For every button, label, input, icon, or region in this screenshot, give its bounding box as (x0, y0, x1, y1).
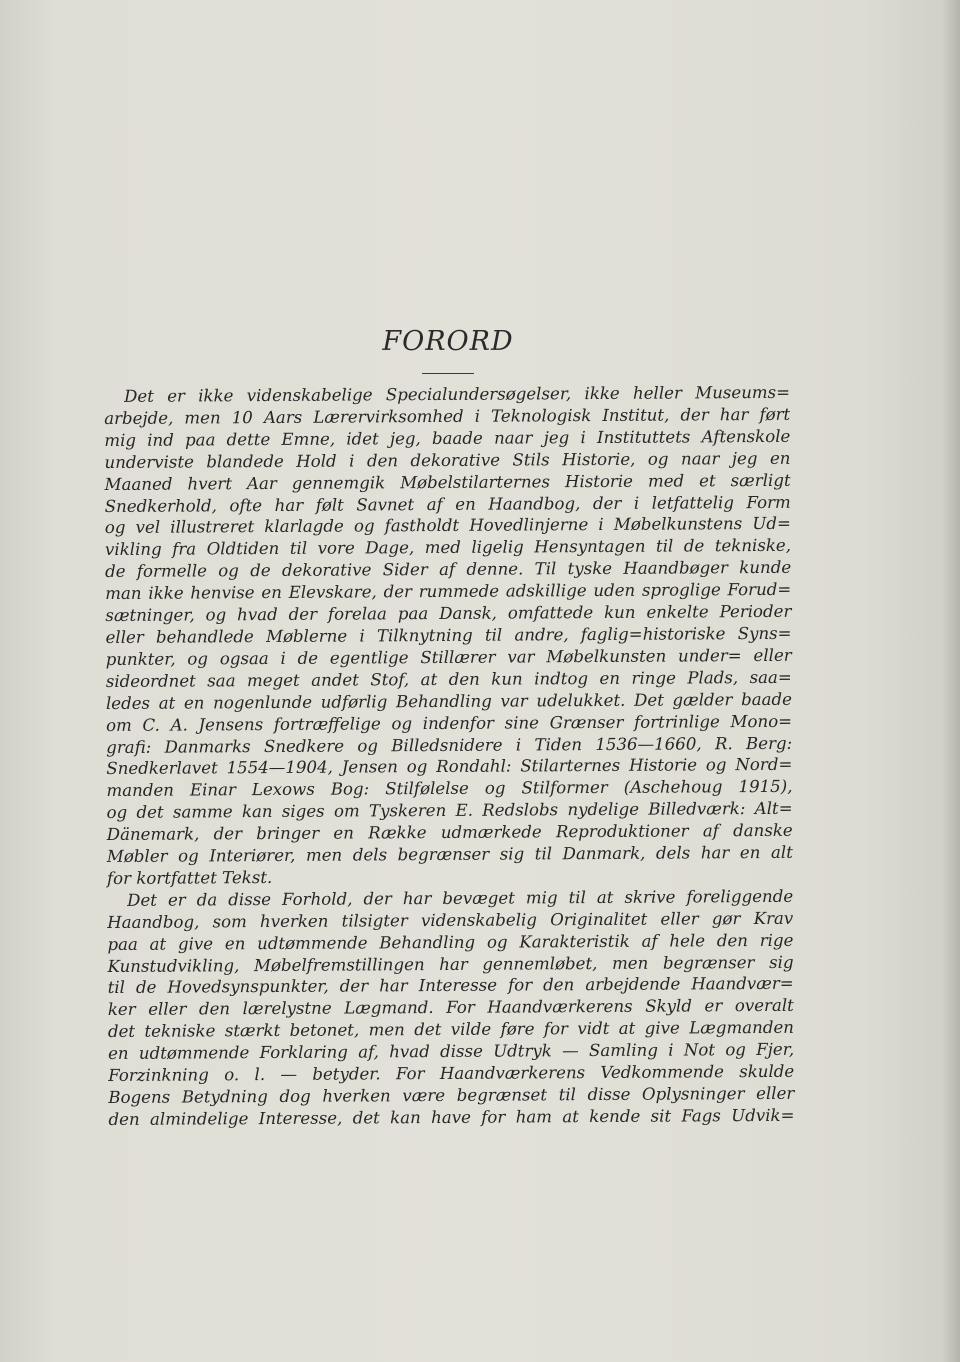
text-line: underviste blandede Hold i den dekorative Stils Historie, og naar jeg en (104, 448, 791, 472)
text-line: Bogens Betydning dog hverken være begrænset til disse Oplysninger eller (108, 1083, 795, 1107)
text-line: Snedkerlavet 1554—1904, Jensen og Rondahl: Stilarternes Historie og Nord= (106, 755, 793, 779)
text-line: Snedkerhold, ofte har følt Savnet af en Haandbog, der i letfattelig Form (104, 492, 791, 516)
text-line: Dänemark, der bringer en Række udmærkede Reproduktioner af danske (106, 820, 793, 845)
text-line: vikling fra Oldtiden til vore Dage, med ligelig Hensyntagen til de tekniske, (104, 536, 792, 560)
text-line: ker eller den lærelystne Lægmand. For Haandværkerens Skyld er overalt (107, 996, 794, 1020)
text-line: paa at give en udtømmende Behandling og Karakteristik af hele den rige (107, 930, 794, 954)
text-line: Møbler og Interiører, men dels begrænser sig til Danmark, dels har en alt (106, 842, 793, 867)
text-line: de formelle og de dekorative Sider af denne. Til tyske Haandbøger kunde (105, 558, 792, 582)
text-line: om C. A. Jensens fortræffelige og indenfor sine Grænser fortrinlige Mono= (106, 711, 793, 735)
text-line: Haandbog, som hverken tilsigter videnskabelig Originalitet eller gør Krav (107, 908, 794, 932)
text-line: til de Hovedsynspunkter, der har Interesse for den arbejdende Haandvær= (107, 974, 794, 998)
text-line: en udtømmende Forklaring af, hvad disse Udtryk — Samling i Not og Fjer, (108, 1039, 795, 1064)
text-line: man ikke henvise en Elevskare, der rummede adskillige uden sproglige Forud= (105, 579, 792, 604)
text-line: mig ind paa dette Emne, idet jeg, baade naar jeg i Instituttets Aftenskole (104, 426, 791, 450)
text-line: eller behandlede Møblerne i Tilknytning til andre, faglig=historiske Syns= (105, 623, 792, 647)
body-text (104, 382, 795, 1131)
text-line: manden Einar Lexows Bog: Stilfølelse og Stilformer (Aschehoug 1915), (106, 777, 793, 801)
text-line: arbejde, men 10 Aars Lærervirksomhed i Teknologisk Institut, der har ført (104, 404, 791, 428)
text-line: grafi: Danmarks Snedkere og Billedsnidere i Tiden 1536—1660, R. Berg: (106, 733, 793, 757)
text-line: punkter, og ogsaa i de egentlige Stillærer var Møbelkunsten under= eller (105, 645, 792, 669)
page-title: FORORD (382, 326, 514, 357)
text-line: det tekniske stærkt betonet, men det vilde føre for vidt at give Lægmanden (107, 1018, 794, 1042)
text-line: Kunstudvikling, Møbelfremstillingen har gennemløbet, men begrænser sig (107, 952, 794, 976)
text-line: Det er da disse Forhold, der har bevæget mig til at skrive foreliggende (127, 886, 794, 910)
text-line: sideordnet saa meget andet Stof, at den kun indtog en ringe Plads, saa= (105, 667, 792, 691)
page-edge-shadow (942, 0, 960, 1362)
text-line: Maaned hvert Aar gennemgik Møbelstilarternes Historie med et særligt (104, 470, 791, 494)
text-line: og vel illustreret klarlagde og fastholdt Hovedlinjerne i Møbelkunstens Ud= (104, 514, 791, 538)
text-line: Forzinkning o. l. — betyder. For Haandværkerens Vedkommende skulde (108, 1061, 795, 1086)
title-rule (422, 373, 474, 374)
text-line: ledes at en nogenlunde udførlig Behandling var udelukket. Det gælder baade (105, 689, 792, 713)
text-line: Det er ikke videnskabelige Specialundersøgelser, ikke heller Museums= (124, 382, 791, 406)
text-line: for kortfattet Tekst. (106, 867, 273, 888)
text-line: og det samme kan siges om Tyskeren E. Redslobs nydelige Billedværk: Alt= (106, 799, 793, 823)
text-line: den almindelige Interesse, det kan have for ham at kende sit Fags Udvik= (108, 1105, 795, 1129)
text-line: sætninger, og hvad der forelaa paa Dansk, omfattede kun enkelte Perioder (105, 601, 792, 626)
